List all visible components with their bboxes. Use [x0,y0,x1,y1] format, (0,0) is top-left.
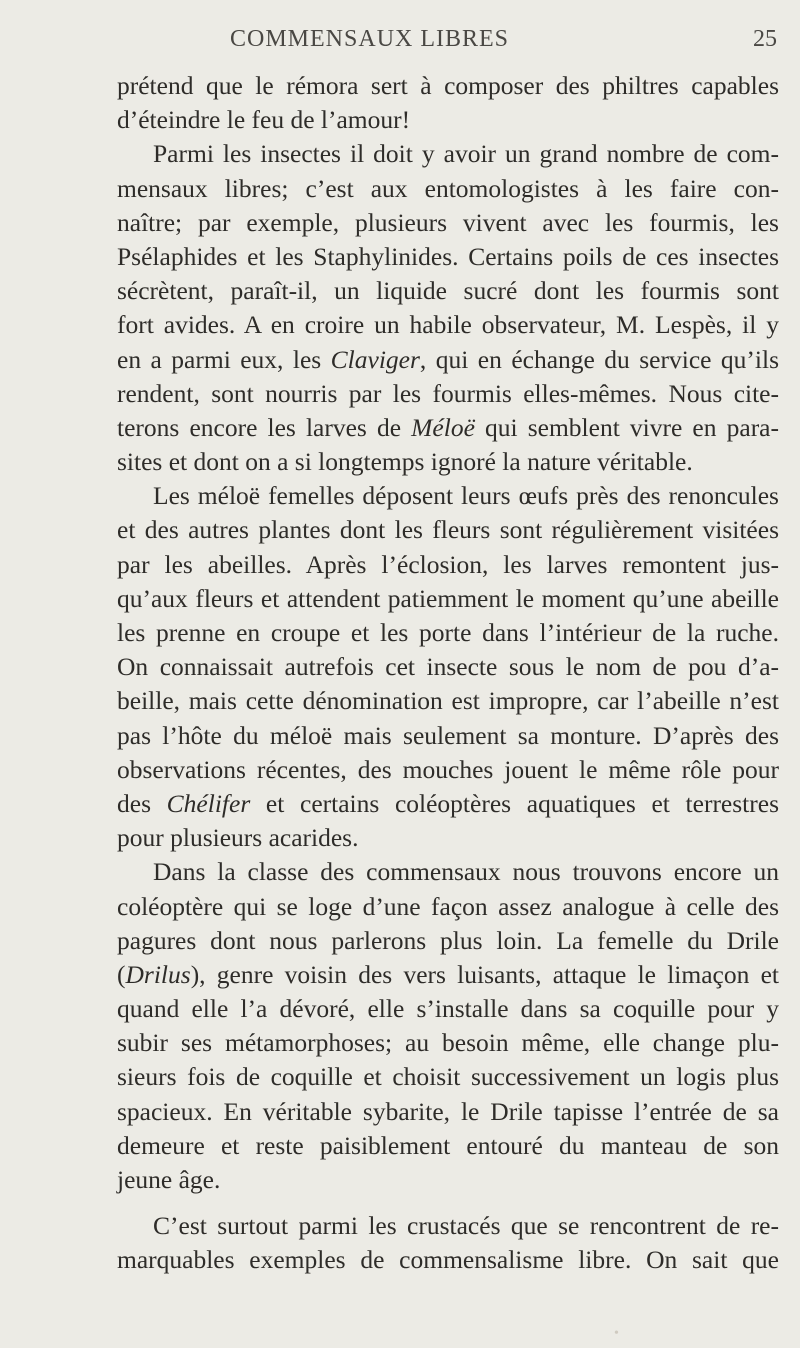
text-line: Dans la classe des commensaux nous trouvons encore un [153,857,779,887]
text-line: sites et dont on a si longtemps ignoré la nature véritable. [117,447,693,477]
text-line: jeune âge. [117,1165,221,1194]
text-line: Psélaphides et les Staphylinides. Certains poils de ces insectes [117,241,779,271]
text-line: subir ses métamorphoses; au besoin même, elle change plu- [117,1028,779,1058]
text-segment: qui semblent vivre en para- [474,412,779,442]
text-line: naître; par exemple, plusieurs vivent avec les fourmis, les [117,207,779,237]
text-segment: terons encore les larves de [117,412,412,442]
text-segment: , qui en échange du service qu’ils [419,344,779,374]
text-line: qu’aux fleurs et attendent patiemment le moment qu’une abeille [117,583,779,613]
text-line: spacieux. En véritable sybarite, le Drile tapisse l’entrée de sa [117,1096,779,1126]
text-line: demeure et reste paisiblement entouré du manteau de son [117,1130,779,1160]
text-segment: et certains coléoptères aquatiques et terrestres [250,788,779,818]
taxon-name: Chélifer [166,788,251,818]
taxon-name: Claviger [330,344,420,374]
text-line: pagures dont nous parlerons plus loin. La femelle du Drile [117,925,779,955]
text-line: d’éteindre le feu de l’amour! [117,105,411,135]
paragraph-gap [117,1197,779,1209]
text-line: beille, mais cette dénomination est impropre, car l’abeille n’est [117,686,779,716]
text-line: mensaux libres; c’est aux entomologistes à les faire con- [117,173,779,203]
text-line: marquables exemples de commensalisme libre. On sait que [117,1245,779,1275]
text-line: sieurs fois de coquille et choisit successivement un logis plus [117,1062,779,1092]
text-segment: ), genre voisin des vers luisants, attaque le limaçon et [190,959,779,989]
text-line: fort avides. A en croire un habile observateur, M. Lespès, il y [117,310,779,340]
text-line [117,787,779,821]
text-line [117,411,779,445]
text-line: par les abeilles. Après l’éclosion, les larves remontent jus- [117,549,779,579]
text-line: Les méloë femelles déposent leurs œufs près des renoncules [153,481,779,511]
text-line: pour plusieurs acarides. [117,823,359,853]
page-header [230,26,800,66]
text-line: sécrètent, paraît-il, un liquide sucré dont les fourmis sont [117,276,779,306]
text-line [117,343,779,377]
text-line: les prenne en croupe et les porte dans l’intérieur de la ruche. [117,618,779,647]
text-line: prétend que le rémora sert à composer des philtres capables [117,71,779,100]
text-segment: en a parmi eux, les [117,344,331,374]
text-line [117,958,779,992]
taxon-name: Drilus [125,959,191,989]
text-line: On connaissait autrefois cet insecte sous le nom de pou d’a- [117,652,779,682]
text-segment: ( [117,959,126,989]
text-line: pas l’hôte du méloë mais seulement sa monture. D’après des [117,720,779,750]
text-line: C’est surtout parmi les crustacés que se rencontrent de re- [153,1211,779,1241]
running-head: COMMENSAUX LIBRES [230,26,510,52]
body-text [117,69,779,1278]
text-line: rendent, sont nourris par les fourmis elles-mêmes. Nous cite- [117,378,779,408]
text-segment: des [117,788,167,818]
paper-speck: • [614,1326,619,1341]
text-line: coléoptère qui se loge d’une façon assez analogue à celle des [117,891,779,921]
taxon-name: Méloë [411,412,475,442]
page-number: 25 [753,26,777,52]
text-line: observations récentes, des mouches jouent le même rôle pour [117,754,779,784]
text-line: Parmi les insectes il doit y avoir un grand nombre de com- [153,139,779,169]
text-line: et des autres plantes dont les fleurs sont régulièrement visitées [117,515,779,545]
text-line: quand elle l’a dévoré, elle s’installe dans sa coquille pour y [117,994,779,1024]
